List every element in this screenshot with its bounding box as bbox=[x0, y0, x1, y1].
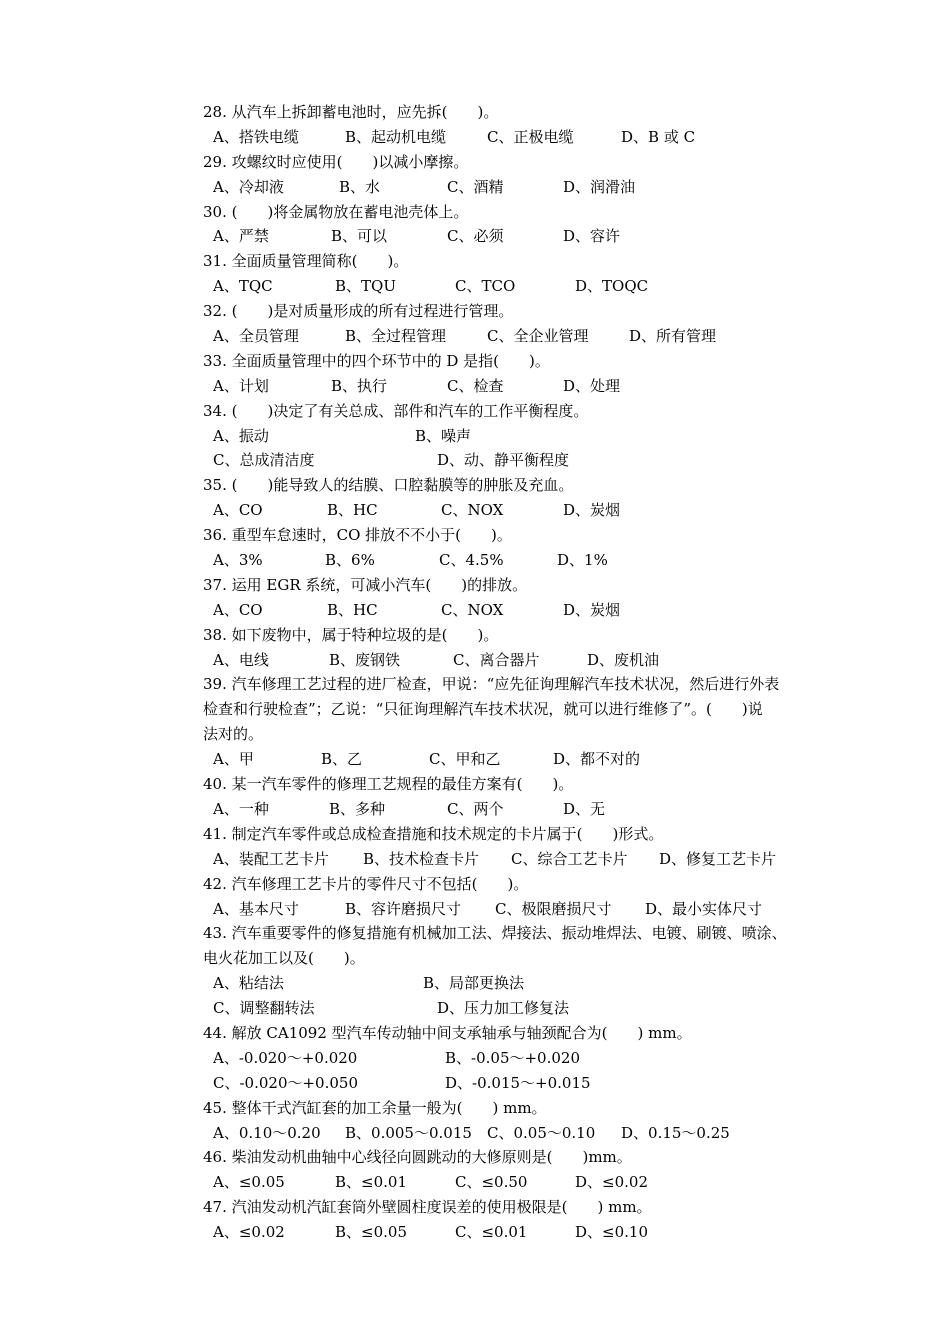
options-row bbox=[203, 747, 863, 772]
option-47-d: D、≤0.10 bbox=[575, 1223, 648, 1242]
question-stem-39-line-3: 法对的。 bbox=[203, 725, 264, 744]
option-42-c: C、极限磨损尺寸 bbox=[495, 899, 612, 918]
option-28-b: B、起动机电缆 bbox=[345, 127, 447, 146]
question-stem-31: 31. 全面质量管理简称( )。 bbox=[203, 252, 409, 271]
option-47-a: A、≤0.02 bbox=[213, 1223, 285, 1242]
option-28-d: D、B 或 C bbox=[621, 127, 696, 146]
option-39-b: B、乙 bbox=[321, 750, 363, 769]
option-31-a: A、TQC bbox=[213, 277, 273, 296]
question-stem-45: 45. 整体干式汽缸套的加工余量一般为( ) mm。 bbox=[203, 1098, 547, 1117]
question-stem-30: 30. ( )将金属物放在蓄电池壳体上。 bbox=[203, 202, 469, 221]
option-31-c: C、TCO bbox=[455, 277, 516, 296]
option-28-c: C、正极电缆 bbox=[487, 127, 574, 146]
option-42-b: B、容许磨损尺寸 bbox=[345, 899, 462, 918]
option-42-a: A、基本尺寸 bbox=[213, 899, 299, 918]
options-row bbox=[203, 324, 863, 349]
option-34-b: B、噪声 bbox=[415, 426, 472, 445]
option-46-b: B、≤0.01 bbox=[335, 1173, 407, 1192]
option-29-b: B、水 bbox=[339, 177, 381, 196]
options-row bbox=[203, 847, 863, 872]
question-stem-29: 29. 攻螺纹时应使用( )以减小摩擦。 bbox=[203, 152, 469, 171]
question-stem-35: 35. ( )能导致人的结膜、口腔黏膜等的肿胀及充血。 bbox=[203, 476, 574, 495]
question-stem-38: 38. 如下废物中，属于特种垃圾的是( )。 bbox=[203, 625, 499, 644]
option-41-d: D、修复工艺卡片 bbox=[659, 849, 777, 868]
options-row bbox=[203, 897, 863, 922]
options-row bbox=[203, 548, 863, 573]
option-45-d: D、0.15～0.25 bbox=[621, 1123, 730, 1142]
option-31-b: B、TQU bbox=[335, 277, 396, 296]
option-33-b: B、执行 bbox=[331, 376, 388, 395]
option-35-d: D、炭烟 bbox=[563, 501, 621, 520]
option-37-a: A、CO bbox=[213, 600, 263, 619]
option-34-c: C、总成清洁度 bbox=[213, 451, 315, 470]
option-32-b: B、全过程管理 bbox=[345, 327, 447, 346]
option-36-c: C、4.5% bbox=[439, 551, 504, 570]
option-40-a: A、一种 bbox=[213, 799, 269, 818]
option-37-d: D、炭烟 bbox=[563, 600, 621, 619]
option-41-a: A、装配工艺卡片 bbox=[213, 849, 329, 868]
option-41-b: B、技术检查卡片 bbox=[363, 849, 480, 868]
option-34-d: D、动、静平衡程度 bbox=[437, 451, 570, 470]
question-stem-44: 44. 解放 CA1092 型汽车传动轴中间支承轴承与轴颈配合为( ) mm。 bbox=[203, 1023, 692, 1042]
option-32-a: A、全员管理 bbox=[213, 327, 299, 346]
option-46-a: A、≤0.05 bbox=[213, 1173, 285, 1192]
option-33-a: A、计划 bbox=[213, 376, 269, 395]
question-stem-40: 40. 某一汽车零件的修理工艺规程的最佳方案有( )。 bbox=[203, 775, 574, 794]
option-36-d: D、1% bbox=[557, 551, 608, 570]
options-row bbox=[203, 424, 863, 449]
option-35-b: B、HC bbox=[327, 501, 378, 520]
option-40-c: C、两个 bbox=[447, 799, 504, 818]
question-stem-39-line-2: 检查和行驶检查”；乙说：“只征询理解汽车技术状况，就可以进行维修了”。( )说 bbox=[203, 700, 763, 719]
option-46-c: C、≤0.50 bbox=[455, 1173, 528, 1192]
option-36-b: B、6% bbox=[325, 551, 375, 570]
options-row bbox=[203, 374, 863, 399]
question-stem-33: 33. 全面质量管理中的四个环节中的 D 是指( )。 bbox=[203, 351, 550, 370]
question-stem-32: 32. ( )是对质量形成的所有过程进行管理。 bbox=[203, 302, 514, 321]
options-row bbox=[203, 274, 863, 299]
option-47-b: B、≤0.05 bbox=[335, 1223, 407, 1242]
question-stem-37: 37. 运用 EGR 系统，可减小汽车( )的排放。 bbox=[203, 575, 528, 594]
option-33-d: D、处理 bbox=[563, 376, 621, 395]
option-44-c: C、-0.020～+0.050 bbox=[213, 1073, 358, 1092]
option-39-a: A、甲 bbox=[213, 750, 254, 769]
option-32-c: C、全企业管理 bbox=[487, 327, 589, 346]
options-row bbox=[203, 1071, 863, 1096]
options-row bbox=[203, 1046, 863, 1071]
option-30-c: C、必须 bbox=[447, 227, 504, 246]
option-34-a: A、振动 bbox=[213, 426, 269, 445]
question-stem-42: 42. 汽车修理工艺卡片的零件尺寸不包括( )。 bbox=[203, 874, 529, 893]
option-41-c: C、综合工艺卡片 bbox=[511, 849, 628, 868]
option-32-d: D、所有管理 bbox=[629, 327, 717, 346]
options-row bbox=[203, 1121, 863, 1146]
option-33-c: C、检查 bbox=[447, 376, 504, 395]
question-stem-47: 47. 汽油发动机汽缸套筒外壁圆柱度误差的使用极限是( ) mm。 bbox=[203, 1198, 652, 1217]
options-row bbox=[203, 498, 863, 523]
option-28-a: A、搭铁电缆 bbox=[213, 127, 299, 146]
options-row bbox=[203, 175, 863, 200]
exam-page bbox=[203, 100, 863, 1245]
option-29-c: C、酒精 bbox=[447, 177, 504, 196]
options-row bbox=[203, 448, 863, 473]
option-29-d: D、润滑油 bbox=[563, 177, 636, 196]
option-38-b: B、废钢铁 bbox=[329, 650, 401, 669]
options-row bbox=[203, 224, 863, 249]
options-row bbox=[203, 125, 863, 150]
option-43-b: B、局部更换法 bbox=[423, 974, 525, 993]
option-36-a: A、3% bbox=[213, 551, 263, 570]
question-stem-41: 41. 制定汽车零件或总成检查措施和技术规定的卡片属于( )形式。 bbox=[203, 824, 664, 843]
options-row bbox=[203, 1170, 863, 1195]
question-stem-28: 28. 从汽车上拆卸蓄电池时，应先拆( )。 bbox=[203, 103, 499, 121]
option-39-d: D、都不对的 bbox=[553, 750, 641, 769]
option-38-c: C、离合器片 bbox=[453, 650, 540, 669]
option-29-a: A、冷却液 bbox=[213, 177, 284, 196]
question-stem-43-line-2: 电火花加工以及( )。 bbox=[203, 949, 365, 968]
option-44-a: A、-0.020～+0.020 bbox=[213, 1048, 358, 1067]
question-stem-43-line-1: 43. 汽车重要零件的修复措施有机械加工法、焊接法、振动堆焊法、电镀、刷镀、喷涂、 bbox=[203, 924, 787, 943]
option-30-a: A、严禁 bbox=[213, 227, 269, 246]
option-35-c: C、NOX bbox=[441, 501, 504, 520]
options-row bbox=[203, 648, 863, 673]
option-30-d: D、容许 bbox=[563, 227, 621, 246]
option-47-c: C、≤0.01 bbox=[455, 1223, 528, 1242]
option-45-a: A、0.10～0.20 bbox=[213, 1123, 321, 1142]
option-30-b: B、可以 bbox=[331, 227, 388, 246]
options-row bbox=[203, 1220, 863, 1245]
option-40-b: B、多种 bbox=[329, 799, 386, 818]
option-37-b: B、HC bbox=[327, 600, 378, 619]
question-stem-34: 34. ( )决定了有关总成、部件和汽车的工作平衡程度。 bbox=[203, 401, 589, 420]
question-stem-39-line-1: 39. 汽车修理工艺过程的进厂检查，甲说：“应先征询理解汽车技术状况，然后进行外表 bbox=[203, 675, 780, 694]
option-35-a: A、CO bbox=[213, 501, 263, 520]
option-31-d: D、TOQC bbox=[575, 277, 649, 296]
option-46-d: D、≤0.02 bbox=[575, 1173, 648, 1192]
option-43-c: C、调整翻转法 bbox=[213, 999, 315, 1018]
option-37-c: C、NOX bbox=[441, 600, 504, 619]
options-row bbox=[203, 797, 863, 822]
option-42-d: D、最小实体尺寸 bbox=[645, 899, 763, 918]
option-43-d: D、压力加工修复法 bbox=[437, 999, 570, 1018]
option-44-d: D、-0.015～+0.015 bbox=[445, 1073, 591, 1092]
question-stem-46: 46. 柴油发动机曲轴中心线径向圆跳动的大修原则是( )mm。 bbox=[203, 1148, 632, 1167]
option-43-a: A、粘结法 bbox=[213, 974, 284, 993]
option-38-a: A、电线 bbox=[213, 650, 269, 669]
option-39-c: C、甲和乙 bbox=[429, 750, 501, 769]
options-row bbox=[203, 996, 863, 1021]
option-40-d: D、无 bbox=[563, 799, 606, 818]
option-45-c: C、0.05～0.10 bbox=[487, 1123, 596, 1142]
options-row bbox=[203, 598, 863, 623]
option-38-d: D、废机油 bbox=[587, 650, 660, 669]
question-stem-36: 36. 重型车怠速时，CO 排放不不小于( )。 bbox=[203, 526, 512, 545]
option-45-b: B、0.005～0.015 bbox=[345, 1123, 472, 1142]
option-44-b: B、-0.05～+0.020 bbox=[445, 1048, 581, 1067]
options-row bbox=[203, 971, 863, 996]
